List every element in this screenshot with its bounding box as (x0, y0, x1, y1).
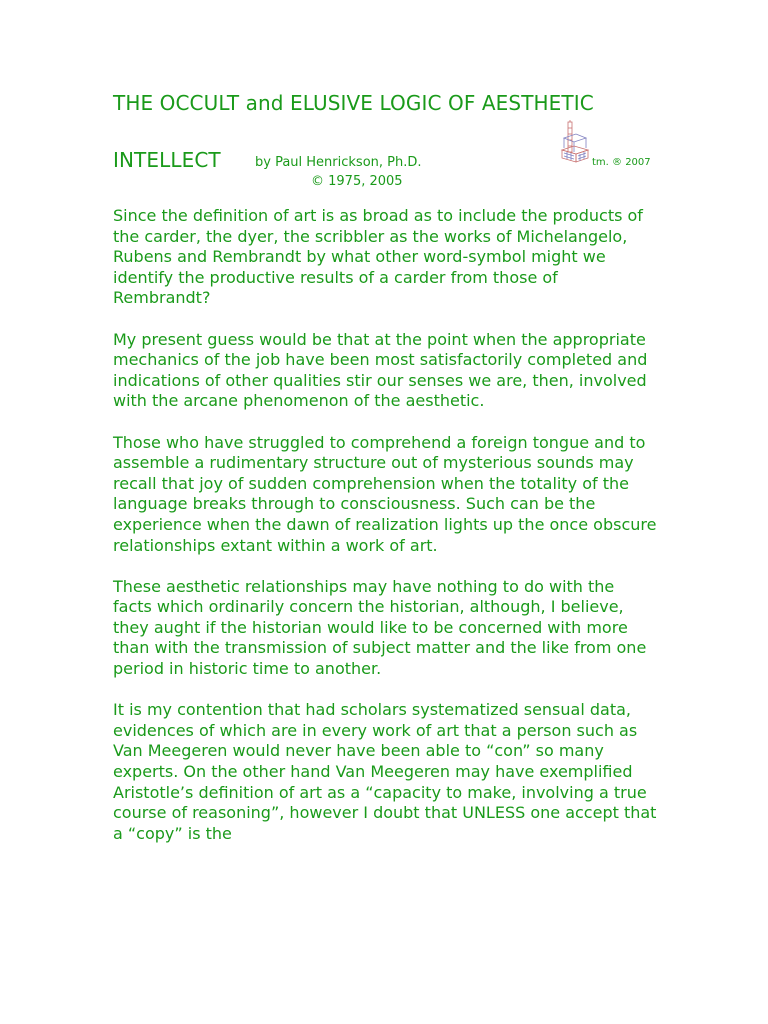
copyright-notice: © 1975, 2005 (311, 174, 403, 189)
document-title-line-2: INTELLECT (113, 148, 221, 172)
body-paragraph: These aesthetic relationships may have nothing to do with the facts which ordinarily concern the historian, although, I believe, they aught if the historian would like to be concerned with more than with the transmission of subject matter and the like from one period in historic time to another. (113, 576, 647, 679)
architectural-sketch-icon (558, 118, 590, 166)
document-title-line-1: THE OCCULT and ELUSIVE LOGIC OF AESTHETIC (113, 91, 594, 115)
body-paragraph: Since the definition of art is as broad as to include the products of the carder, the dyer, the scribbler as the works of Michelangelo, Rubens and Rembrandt by what other word-symbol might we identify the productive results of a carder from those of Rembrandt? (113, 206, 643, 308)
body-paragraph: My present guess would be that at the point when the appropriate mechanics of the job have been most satisfactorily completed and indications of other qualities stir our senses we are, then, involved with the arcane phenomenon of the aesthetic. (113, 329, 648, 411)
body-paragraph: It is my contention that had scholars systematized sensual data, evidences of which are in every work of art that a person such as Van Meegeren would never have been able to “con” so many experts. On the other hand Van Meegeren may have exemplified Aristotle’s definition of art as a “capacity to make, involving a true course of reasoning”, however I doubt that UNLESS one accept that a “copy” is the (113, 700, 657, 843)
author-byline: by Paul Henrickson, Ph.D. (255, 155, 422, 170)
document-body (113, 206, 658, 865)
body-paragraph: Those who have struggled to comprehend a foreign tongue and to assemble a rudimentary structure out of mysterious sounds may recall that joy of sudden comprehension when the totality of the language breaks through to consciousness. Such can be the experience when the dawn of realization lights up the once obscure relationships extant within a work of art. (113, 432, 657, 555)
trademark-notice: tm. ® 2007 (592, 157, 651, 168)
